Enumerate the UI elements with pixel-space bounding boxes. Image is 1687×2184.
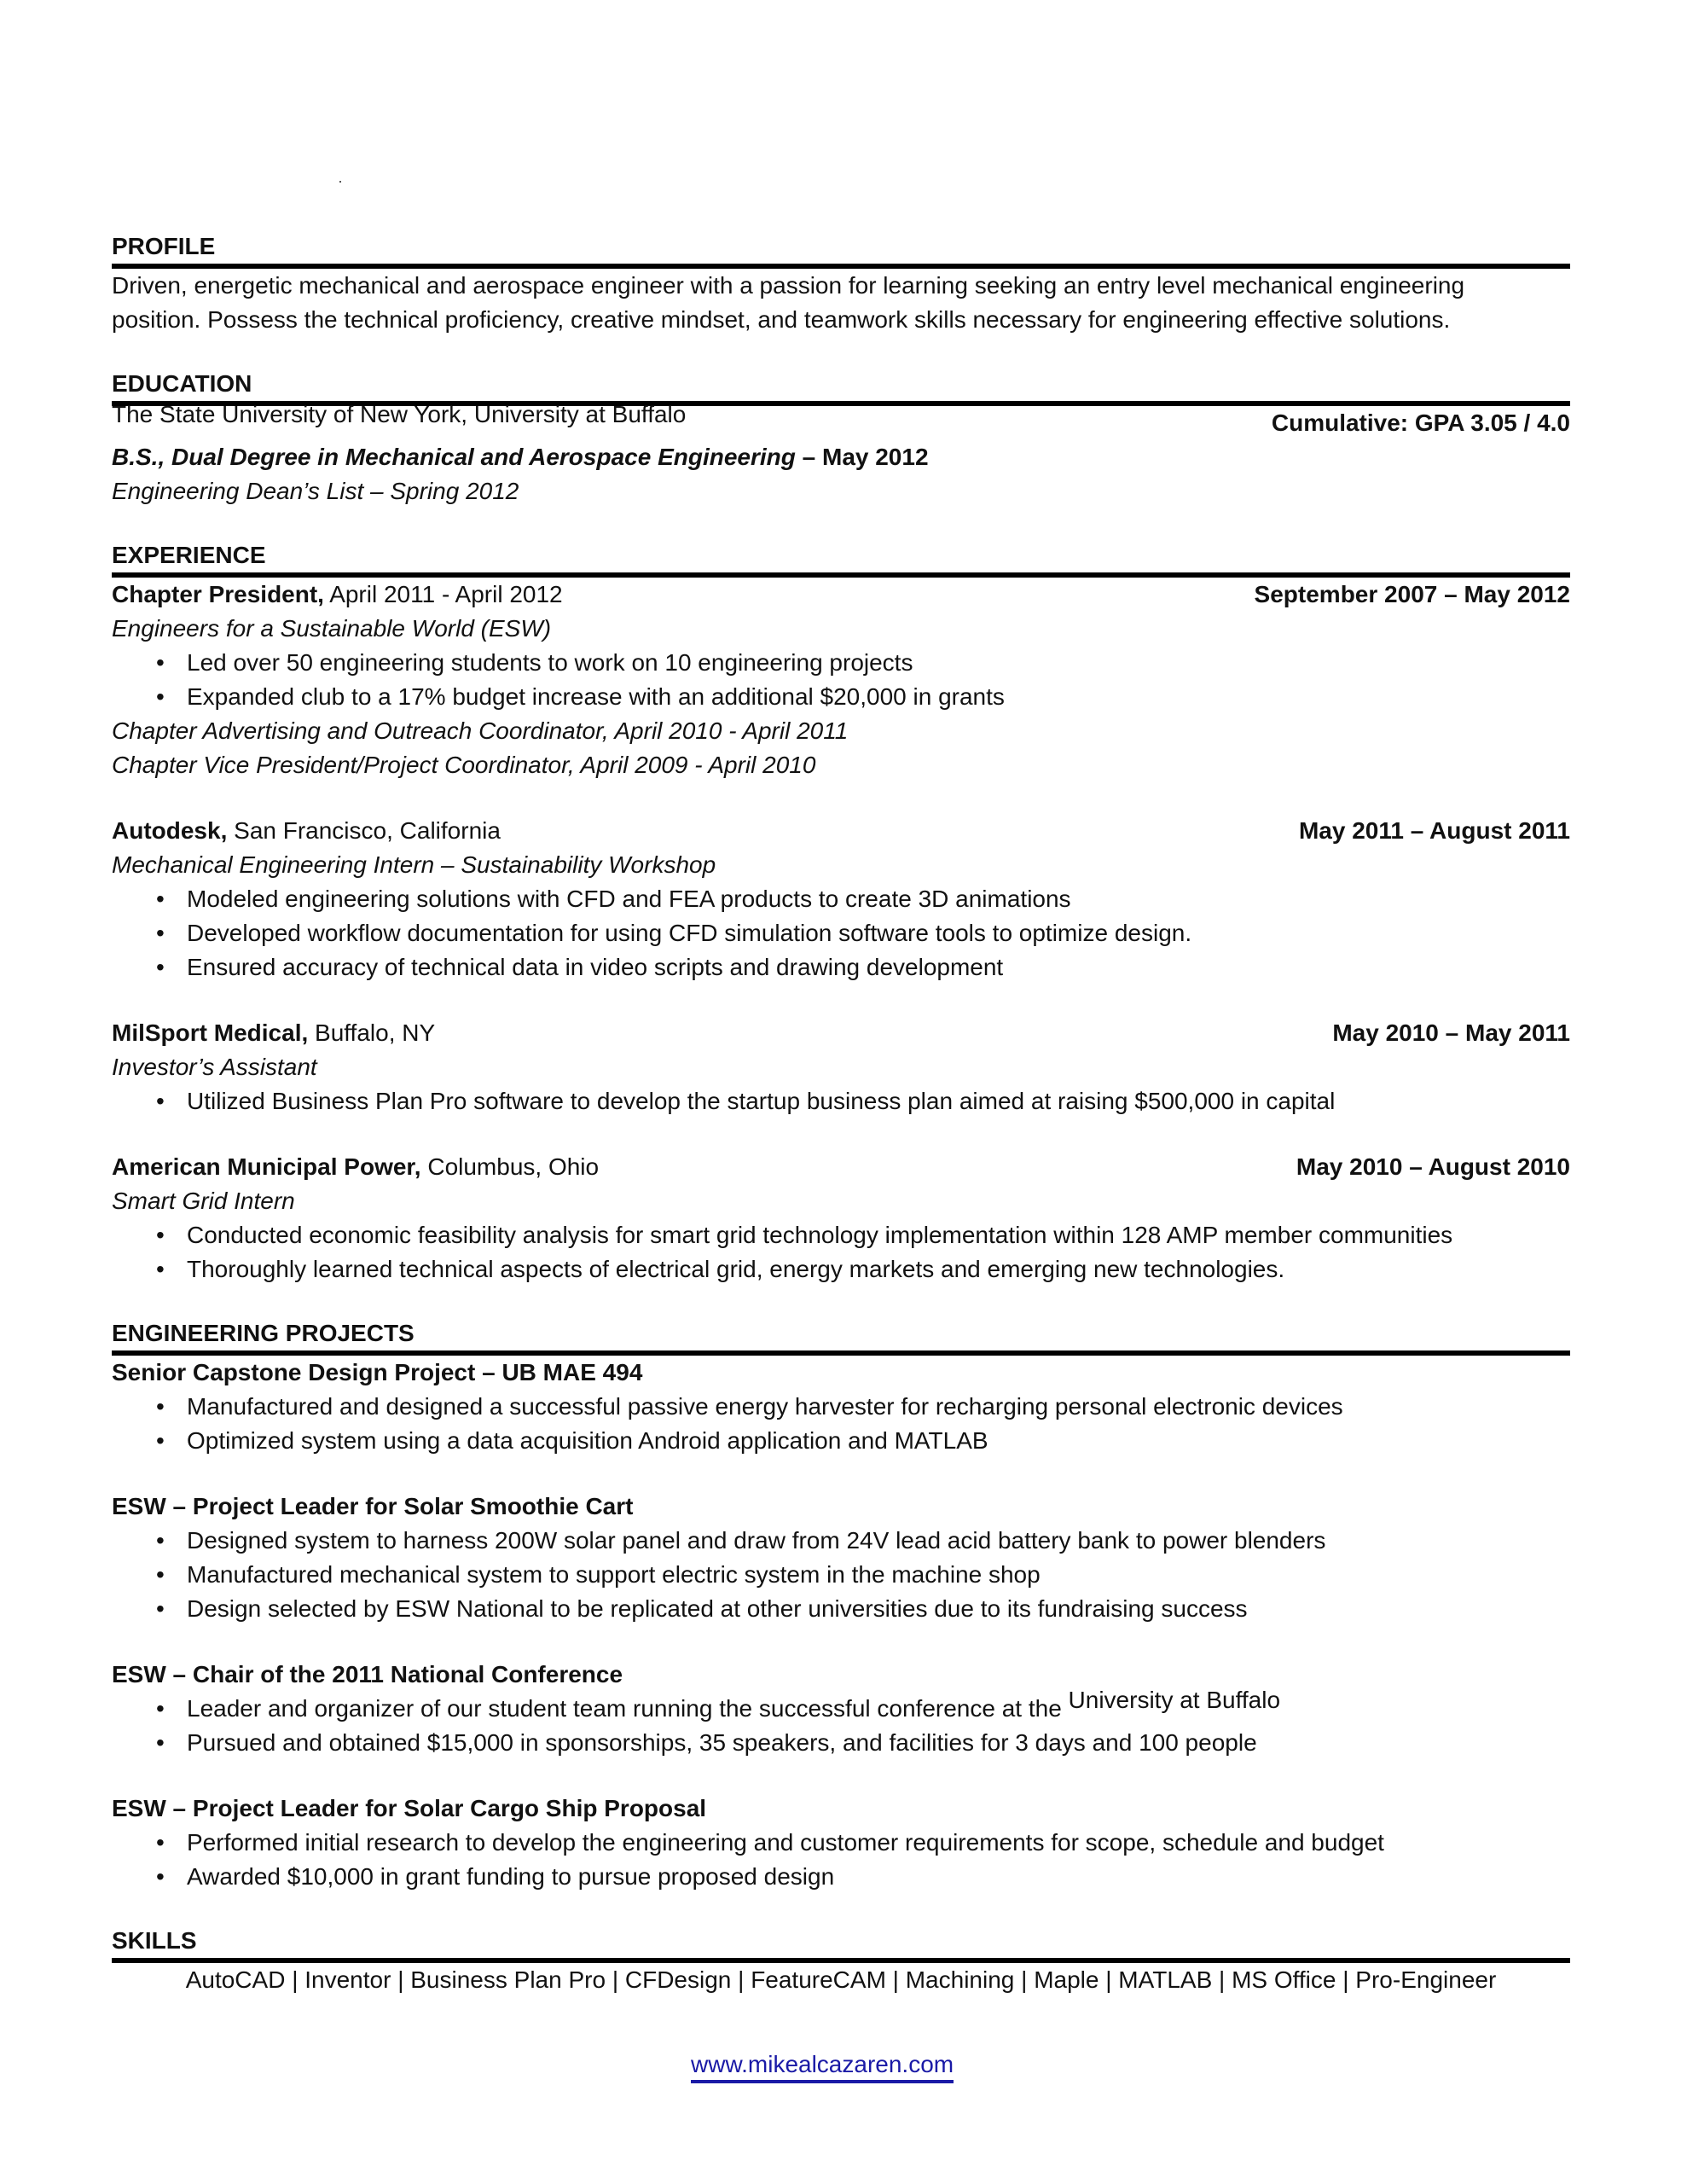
profile-section [112,229,1570,337]
previous-role: Chapter Advertising and Outreach Coordinator, April 2010 - April 2011 [112,717,849,744]
job-entry [112,814,1570,985]
resume [112,229,1570,1997]
bullet-item [112,1524,1570,1558]
section-heading: EXPERIENCE [112,542,266,568]
job-title: MilSport Medical, [112,1019,309,1046]
bullet-text: Pursued and obtained $15,000 in sponsorships, 35 speakers, and facilities for 3 days and 100 people [187,1729,1257,1756]
job-dates: May 2010 – August 2010 [1296,1153,1570,1180]
bullet-item [112,1726,1570,1760]
bullet-item: • Led over 50 engineering students to work on 10 engineering projects [112,646,1570,680]
skills-section [112,1924,1570,1997]
job-detail: San Francisco, California [227,817,501,844]
website-link[interactable]: www.mikealcazaren.com [691,2065,954,2083]
stray-mark [339,181,341,183]
bullet-text: Manufactured mechanical system to support electric system in the machine shop [187,1561,1041,1588]
bullet-text: Awarded $10,000 in grant funding to pursue proposed design [187,1863,835,1890]
bullet-text: Design selected by ESW National to be replicated at other universities due to its fundraising success [187,1595,1248,1622]
job-detail: April 2011 - April 2012 [323,581,563,607]
bullet-item: • Modeled engineering solutions with CFD and FEA products to create 3D animations [112,882,1570,916]
section-heading: PROFILE [112,233,216,259]
project-entry [112,1792,1570,1894]
projects-section [112,1316,1570,1894]
job-detail: Buffalo, NY [308,1019,436,1046]
job-header [112,814,1570,848]
bullet-item: • Thoroughly learned technical aspects of electrical grid, energy markets and emerging new technologies. [112,1252,1570,1287]
bullet-item [112,1860,1570,1894]
profile-line: Driven, energetic mechanical and aerospace engineer with a passion for learning seeking an entry level mechanical engineering [112,272,1465,299]
bullet-item: • Conducted economic feasibility analysis for smart grid technology implementation within 128 AMP member communities [112,1218,1570,1252]
honor: Engineering Dean’s List – Spring 2012 [112,478,519,504]
job-dates: May 2011 – August 2011 [1298,817,1570,844]
project-entry [112,1490,1570,1626]
job-role: Engineers for a Sustainable World (ESW) [112,615,552,642]
previous-role: Chapter Vice President/Project Coordinator, April 2009 - April 2010 [112,752,816,778]
bullet-item [112,1592,1570,1626]
job-dates: September 2007 – May 2012 [1254,581,1570,607]
project-entry [112,1658,1570,1760]
bullet-item [112,1687,1570,1726]
project-entry [112,1356,1570,1458]
project-title: ESW – Project Leader for Solar Cargo Ship Proposal [112,1795,707,1821]
bullet-item [112,1826,1570,1860]
job-header [112,1150,1570,1184]
section-heading: EDUCATION [112,370,252,397]
section-heading: SKILLS [112,1927,197,1954]
project-title: ESW – Project Leader for Solar Smoothie Cart [112,1493,634,1519]
school-name: The State University of New York, University at Buffalo [112,401,687,427]
project-title: ESW – Chair of the 2011 National Conference [112,1661,623,1687]
profile-line: position. Possess the technical proficiency, creative mindset, and teamwork skills necessary for engineering effective solutions. [112,306,1451,333]
bullet-item: • Utilized Business Plan Pro software to develop the startup business plan aimed at raising $500,000 in capital [112,1084,1570,1118]
section-heading: ENGINEERING PROJECTS [112,1320,415,1346]
job-entry [112,1016,1570,1118]
education-section [112,367,1570,508]
bullet-text: Designed system to harness 200W solar panel and draw from 24V lead acid battery bank to power blenders [187,1527,1326,1554]
bullet-item: • Expanded club to a 17% budget increase with an additional $20,000 in grants [112,680,1570,714]
degree-date: – May 2012 [795,444,929,470]
job-role: Mechanical Engineering Intern – Sustainability Workshop [112,851,716,878]
job-dates: May 2010 – May 2011 [1332,1019,1570,1046]
bullet-item: • Ensured accuracy of technical data in video scripts and drawing development [112,950,1570,985]
bullet-text: Manufactured and designed a successful passive energy harvester for recharging personal electronic devices [187,1393,1343,1420]
bullet-item [112,1424,1570,1458]
job-title: American Municipal Power, [112,1153,421,1180]
bullet-item [112,1390,1570,1424]
skills-list: AutoCAD | Inventor | Business Plan Pro | CFDesign | FeatureCAM | Machining | Maple | MATLAB | MS Office | Pro-Engineer [185,1966,1497,1993]
degree: B.S., Dual Degree in Mechanical and Aerospace Engineering [112,444,796,470]
job-detail: Columbus, Ohio [420,1153,600,1180]
job-entry [112,1150,1570,1287]
job-header [112,578,1570,612]
bullet-text: Performed initial research to develop the engineering and customer requirements for scope, schedule and budget [187,1829,1384,1856]
project-title: Senior Capstone Design Project – UB MAE 494 [112,1359,643,1385]
job-entry [112,578,1570,782]
job-role: Investor’s Assistant [112,1054,317,1080]
job-header [112,1016,1570,1050]
bullet-text: Optimized system using a data acquisition Android application and MATLAB [187,1427,988,1454]
clipped-text: University at Buffalo [1068,1687,1281,1713]
bullet-text: Leader and organizer of our student team running the successful conference at the [187,1695,1069,1722]
job-title: Chapter President, [112,581,324,607]
bullet-item: • Developed workflow documentation for using CFD simulation software tools to optimize design. [112,916,1570,950]
bullet-item [112,1558,1570,1592]
job-role: Smart Grid Intern [112,1188,295,1214]
job-title: Autodesk, [112,817,228,844]
experience-section [112,538,1570,1287]
gpa: Cumulative: GPA 3.05 / 4.0 [1271,410,1570,436]
